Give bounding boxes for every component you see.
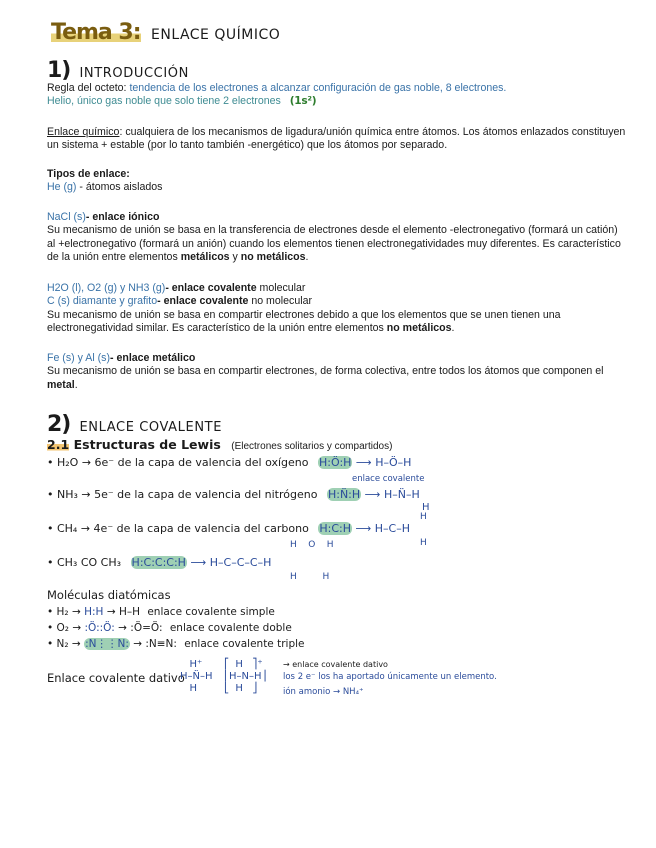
- dativo-note-3: ión amonio → NH₄⁺: [283, 687, 364, 697]
- lewis-diagram: H:C:C:C:H: [131, 556, 186, 569]
- he-text: - átomos aislados: [79, 181, 163, 194]
- diatomic-lewis: H:H: [84, 606, 104, 618]
- arrow-icon: ⟶: [364, 488, 381, 501]
- section2-title: ENLACE COVALENTE: [79, 420, 223, 435]
- diatomic-lewis: :N⋮⋮N:: [85, 638, 129, 650]
- lewis-h-above: H: [420, 512, 427, 522]
- diatomic-label: enlace covalente triple: [184, 638, 305, 650]
- diatomic-result: → :Ö=Ö:: [118, 622, 163, 634]
- diatomic-formula: • O₂ →: [47, 622, 82, 634]
- tipos-heading: Tipos de enlace:: [47, 168, 130, 180]
- lewis-h-below: H H: [290, 572, 330, 582]
- arrow-icon: ⟶: [355, 522, 372, 535]
- diatomic-formula: • N₂ →: [47, 638, 81, 650]
- section1-title: INTRODUCCIÓN: [79, 66, 189, 81]
- cov-mol-label: - enlace covalente: [165, 282, 257, 294]
- cov-text-2: .: [451, 322, 455, 335]
- lewis-result: H–Ö–H: [375, 456, 412, 469]
- ionico-block: [47, 211, 627, 265]
- lewis-row-acetone: [47, 556, 271, 569]
- diatomic-row-n2: [47, 638, 305, 650]
- diatomic-formula: • H₂ →: [47, 606, 81, 618]
- lewis-h-below: H: [420, 538, 427, 548]
- tipos-block: [47, 168, 627, 195]
- helio-config: (1s²): [289, 95, 317, 108]
- ionico-bold-2: no metálicos: [240, 251, 306, 264]
- met-label: - enlace metálico: [109, 352, 196, 364]
- cov-bold: no metálicos: [386, 322, 452, 335]
- diatomic-row-o2: [47, 622, 292, 634]
- title-main: Tema 3:: [51, 20, 141, 45]
- diatomic-label: enlace covalente simple: [147, 606, 275, 618]
- helio-text: Helio, único gas noble que solo tiene 2 electrones: [47, 95, 281, 108]
- diatomic-label: enlace covalente doble: [169, 622, 292, 634]
- lewis-result: H–C–C–C–H: [209, 556, 272, 569]
- lewis-diagram: H:Ö:H: [319, 456, 352, 469]
- lewis-bullet: • NH₃ → 5e⁻ de la capa de valencia del nitrógeno: [47, 488, 318, 501]
- metalico-block: [47, 352, 627, 392]
- ammonium-bracket: ⎡ H ⎤⁺ ⎢H–N–H⎥ ⎣ H ⎦: [224, 659, 267, 694]
- section2-heading: [47, 412, 222, 437]
- lewis-h-below: H: [422, 502, 430, 513]
- cov-text-1: Su mecanismo de unión se basa en compartir electrones debido a que los elementos que se unen tienen una electronegatividad similar. Es característico de la unión entre elementos: [47, 308, 561, 335]
- arrow-icon: →: [283, 660, 290, 669]
- cov-nomol-suffix: no molecular: [248, 295, 312, 308]
- ionico-bold-1: metálicos: [180, 251, 230, 264]
- arrow-icon: ⟶: [355, 456, 372, 469]
- met-bold: metal: [47, 378, 75, 391]
- section2-number: 2): [47, 412, 71, 437]
- lewis-bullet: • H₂O → 6e⁻ de la capa de valencia del oxígeno: [47, 456, 309, 469]
- page-title: [51, 20, 280, 50]
- diatomic-row-h2: [47, 606, 275, 618]
- lewis-row-h2o: [47, 456, 411, 469]
- title-sub: ENLACE QUÍMICO: [151, 27, 281, 43]
- ammonium-diagram: H⁺ H–N̈–H H: [180, 659, 213, 694]
- subsection-note: (Electrones solitarios y compartidos): [231, 441, 393, 452]
- section1-heading: [47, 58, 189, 83]
- octeto-label: Regla del octeto:: [47, 82, 127, 94]
- diatomic-result: → :N≡N:: [133, 638, 177, 650]
- he-formula: He (g): [47, 181, 77, 194]
- dativo-label: Enlace covalente dativo: [47, 671, 185, 685]
- diatomic-lewis: :Ö::Ö:: [84, 622, 115, 634]
- octeto-text: tendencia de los electrones a alcanzar configuración de gas noble, 8 electrones.: [129, 82, 507, 94]
- ionico-text-1: Su mecanismo de unión se basa en la transferencia de electrones desde el elemento -electronegativo (formará un catión) al +electronegativo (formará un anión) cuando los elementos tienen electronegatividades muy diferentes. Es característico de la unión entre elementos: [47, 224, 621, 264]
- lewis-diagram: H:N̈:H: [327, 488, 361, 501]
- met-text-2: .: [74, 378, 78, 391]
- section1-number: 1): [47, 58, 71, 83]
- octeto-paragraph: [47, 82, 627, 109]
- enlace-text: : cualquiera de los mecanismos de ligadura/unión química entre átomos. Los átomos enlazados constituyen un sistema + estable (por lo tanto también -energético) que los átomos por separado.: [47, 126, 626, 152]
- ionico-label: - enlace iónico: [85, 211, 160, 223]
- diatomic-heading: Moléculas diatómicas: [47, 588, 171, 602]
- enlace-paragraph: [47, 126, 627, 153]
- lewis-diagram: H:C:H: [319, 522, 351, 535]
- lewis-bullet: • CH₃ CO CH₃: [47, 556, 122, 569]
- enlace-label: Enlace químico: [47, 126, 120, 138]
- lewis-result: H–C–H: [374, 522, 410, 535]
- cov-nomol-formula: C (s) diamante y grafito: [47, 295, 158, 308]
- lewis-bullet: • CH₄ → 4e⁻ de la capa de valencia del carbono: [47, 522, 309, 535]
- arrow-icon: ⟶: [190, 556, 207, 569]
- lewis-result: H–N̈–H: [383, 488, 420, 501]
- lewis-note: enlace covalente: [352, 474, 425, 484]
- lewis-row-ch4: [47, 522, 410, 535]
- cov-nomol-label: - enlace covalente: [157, 295, 249, 308]
- diatomic-result: → H–H: [106, 606, 140, 618]
- lewis-row-nh3: [47, 488, 420, 501]
- ionico-text-2: y: [229, 251, 241, 264]
- dativo-note-1: → enlace covalente dativo: [283, 660, 388, 669]
- ionico-text-3: .: [305, 251, 309, 264]
- lewis-h-above: H O H: [290, 540, 334, 550]
- subsection-heading: [47, 436, 392, 454]
- met-text-1: Su mecanismo de unión se basa en compartir electrones, de forma colectiva, entre todos los átomos que componen el: [47, 365, 604, 378]
- ionico-formula: NaCl (s): [47, 211, 86, 223]
- met-formula: Fe (s) y Al (s): [47, 352, 110, 364]
- covalente-block: [47, 282, 627, 336]
- subsection-title: Estructuras de Lewis: [73, 437, 221, 452]
- cov-mol-suffix: molecular: [256, 282, 306, 294]
- subsection-number: 2.1: [47, 437, 70, 452]
- dativo-note-2: los 2 e⁻ los ha aportado únicamente un elemento.: [283, 672, 497, 682]
- cov-mol-formula: H2O (l), O2 (g) y NH3 (g): [47, 282, 166, 294]
